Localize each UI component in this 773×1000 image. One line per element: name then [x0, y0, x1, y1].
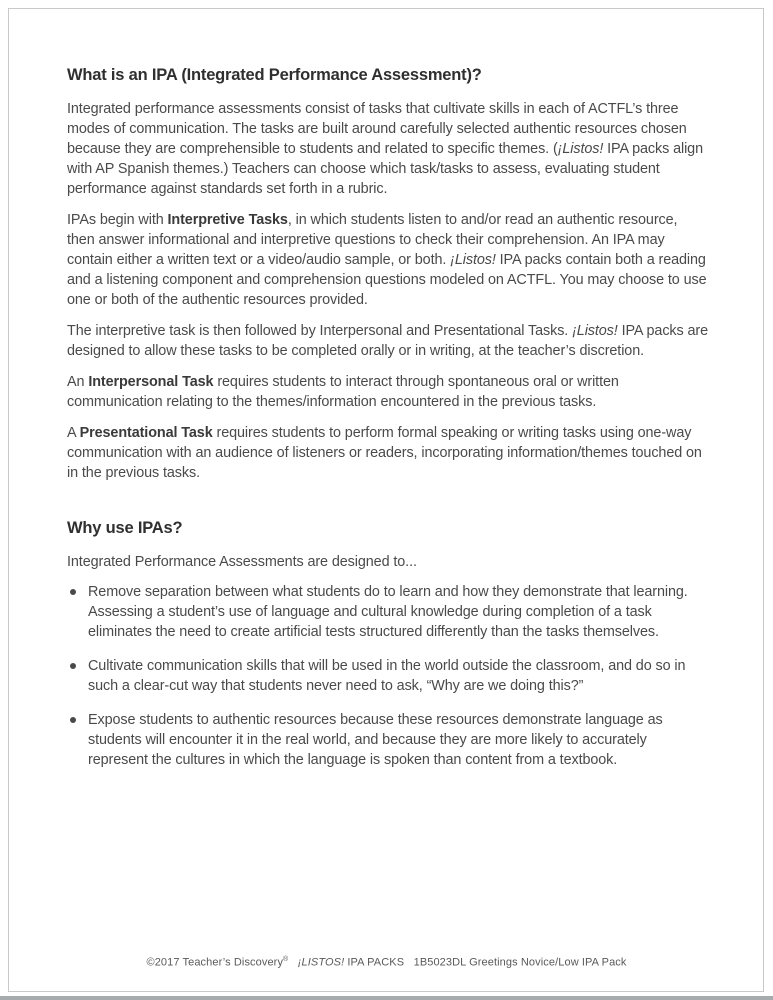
list-item: [67, 710, 708, 770]
text-segment: IPA packs align with AP Spanish themes.) Teachers can choose which task/tasks to assess, evaluating student performance against standards set forth in a rubric.: [67, 141, 703, 197]
text-segment: ¡Listos!: [450, 252, 496, 268]
text-segment: A: [67, 425, 80, 441]
text-segment: An: [67, 374, 89, 390]
paragraph-interpretive-tasks: [67, 210, 708, 310]
text-segment: The interpretive task is then followed by Interpersonal and Presentational Tasks.: [67, 323, 573, 339]
paragraph-task-sequence: [67, 321, 708, 361]
text-segment: [288, 957, 297, 969]
paragraph-presentational-task: [67, 423, 708, 483]
text-segment: Integrated performance assessments consist of tasks that cultivate skills in each of ACTFL’s three modes of communication. The tasks are built around carefully selected authentic resources chosen because they are comprehensible to students and related to specific themes. (: [67, 101, 687, 157]
paragraph-interpersonal-task: [67, 372, 708, 412]
text-segment: IPAs begin with: [67, 212, 168, 228]
bullet-icon: [70, 589, 76, 595]
text-segment: ¡Listos!: [557, 141, 604, 157]
list-item: [67, 582, 708, 642]
list-item: [67, 656, 708, 696]
bullet-text-cultivate-communication: Cultivate communication skills that will be used in the world outside the classroom, and do so in such a clear-cut way that students never need to ask, “Why are we doing this?”: [88, 658, 686, 694]
text-segment: IPA packs contain both a reading and a listening component and comprehension questions modeled on ACTFL. You may choose to use one or both of the authentic resources provided.: [67, 252, 707, 308]
section-heading-why-use-ipas: Why use IPAs?: [67, 519, 183, 537]
text-segment: Presentational Task: [79, 425, 213, 441]
text-segment: IPA PACKS 1B5023DL Greetings Novice/Low IPA Pack: [344, 957, 627, 969]
bullet-icon: [70, 663, 76, 669]
page-content: [67, 64, 708, 784]
text-segment: ¡Listos!: [572, 323, 618, 339]
text-segment: requires students to perform formal speaking or writing tasks using one-way communication with an audience of listeners or readers, incorporating information/themes touched on in the previous tasks.: [67, 425, 702, 481]
text-segment: , in which students listen to and/or read an authentic resource, then answer informational and interpretive questions to check their comprehension. An IPA may contain either a written text or a video/audio sample, or both.: [67, 212, 678, 268]
text-segment: ¡LISTOS!: [297, 957, 345, 969]
text-segment: requires students to interact through spontaneous oral or written communication relating to the themes/information encountered in the previous tasks.: [67, 374, 619, 410]
text-segment: IPA packs are designed to allow these tasks to be completed orally or in writing, at the teacher’s discretion.: [67, 323, 709, 359]
text-segment: ®: [283, 956, 289, 964]
page-bottom-edge: [0, 996, 773, 1000]
text-segment: Interpretive Tasks: [167, 212, 288, 228]
bullet-text-remove-separation: Remove separation between what students do to learn and how they demonstrate that learning. Assessing a student’s use of language and cultural knowledge during completion of a task eliminates the need to create artificial tests structured differently than the tasks themselves.: [88, 584, 688, 640]
benefits-list: [67, 582, 708, 770]
text-segment: Interpersonal Task: [88, 374, 214, 390]
text-segment: ©2017 Teacher’s Discovery: [146, 957, 284, 969]
bullet-icon: [70, 717, 76, 723]
bullet-text-expose-authentic-resources: Expose students to authentic resources because these resources demonstrate language as students will encounter it in the real world, and because they are more likely to accurately represent the cultures in which the language is spoken than content from a textbook.: [88, 712, 663, 768]
page-footer: [0, 953, 773, 970]
section-heading-what-is-ipa: What is an IPA (Integrated Performance Assessment)?: [67, 66, 482, 84]
paragraph-ipa-overview: [67, 99, 708, 199]
paragraph-designed-to-intro: Integrated Performance Assessments are designed to...: [67, 554, 417, 570]
